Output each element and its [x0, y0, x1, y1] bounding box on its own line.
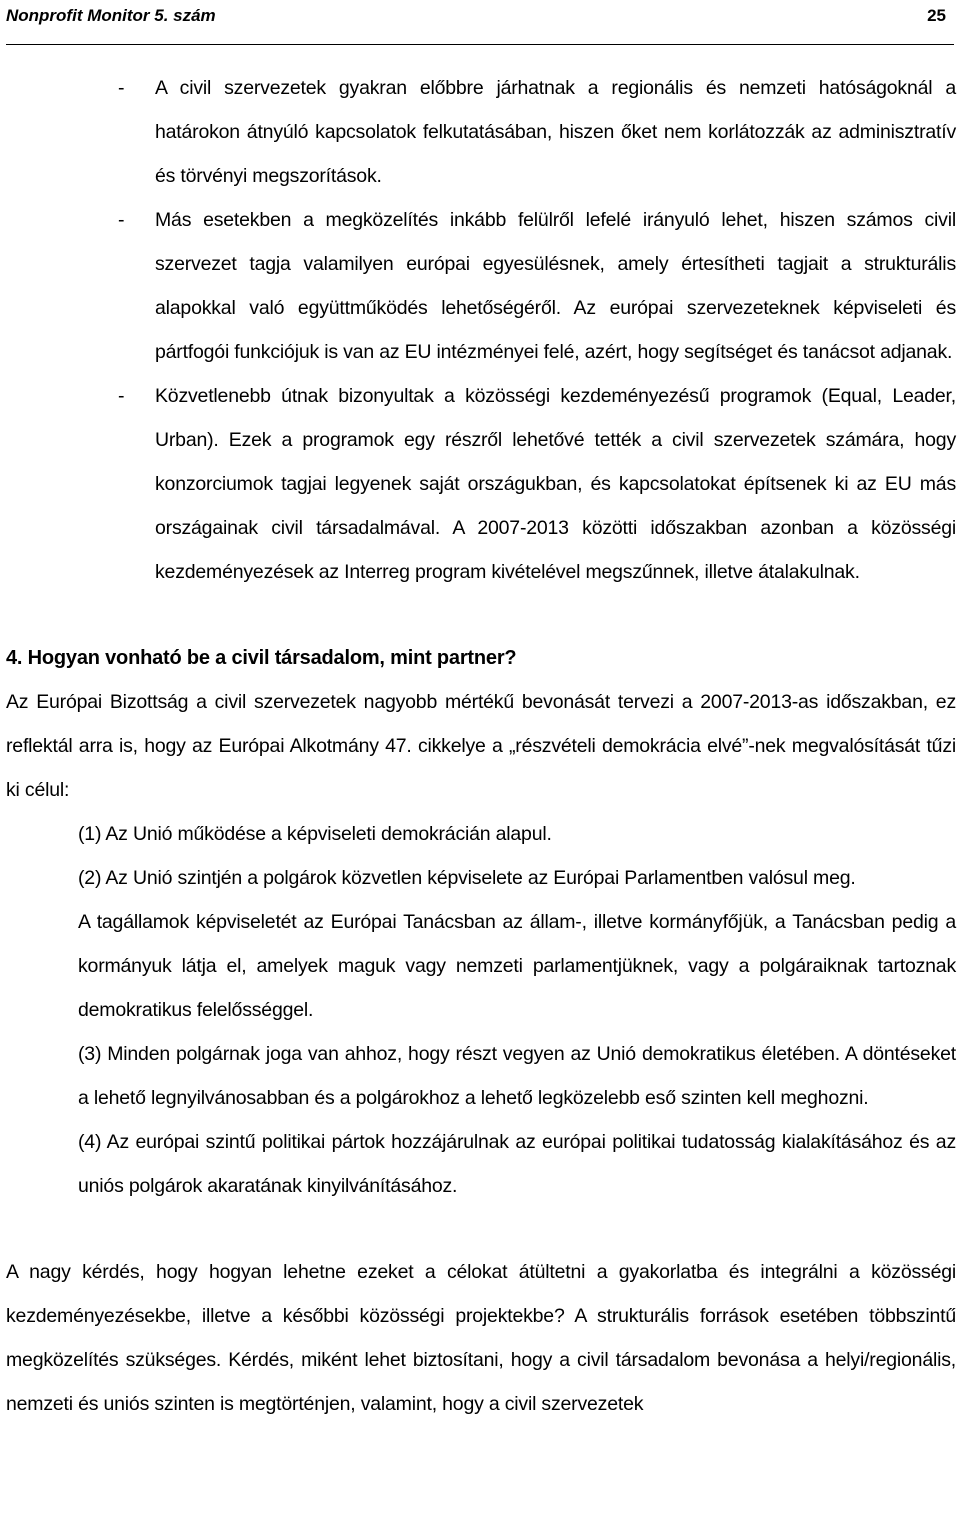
- bullet-dash: -: [118, 385, 125, 407]
- closing-paragraph: A nagy kérdés, hogy hogyan lehetne ezeket a célokat átültetni a gyakorlatba és integrálni a közösségi kezdeményezésekbe, illetve a későbbi közösségi projektekbe? A strukturális források esetében többszintű megközelítés szükséges. Kérdés, miként lehet biztosítani, hogy a civil társadalom bevonása a helyi/regionális, nemzeti és uniós szinten is megtörténjen, valamint, hogy a civil szervezetek: [6, 1261, 956, 1415]
- bullet-item: [6, 374, 956, 594]
- bullet-dash: -: [118, 77, 125, 99]
- running-title: Nonprofit Monitor 5. szám: [6, 6, 216, 25]
- numbered-point-1: (1) Az Unió működése a képviseleti demokrácián alapul.: [78, 823, 552, 845]
- numbered-point-4: (4) Az európai szintű politikai pártok hozzájárulnak az európai politikai tudatosság kialakításához és az uniós polgárok akaratának kinyilvánításához.: [78, 1131, 956, 1197]
- numbered-point-3: (3) Minden polgárnak joga van ahhoz, hogy részt vegyen az Unió demokratikus életében. A döntéseket a lehető legnyilvánosabban és a polgárokhoz a lehető legközelebb eső szinten kell meghozni.: [78, 1043, 956, 1109]
- bullet-dash: -: [118, 209, 125, 231]
- page-header: [6, 0, 954, 45]
- numbered-point-2: (2) Az Unió szintjén a polgárok közvetlen képviselete az Európai Parlamentben valósul meg.: [78, 867, 856, 889]
- bullet-item: [6, 66, 956, 198]
- bullet-text: Más esetekben a megközelítés inkább felülről lefelé irányuló lehet, hiszen számos civil szervezet tagja valamilyen európai egyesülésnek, amely értesítheti tagjait a strukturális alapokkal való együttműködés lehetőségéről. Az európai szervezeteknek képviseleti és pártfogói funkciójuk is van az EU intézményei felé, azért, hogy segítséget és tanácsot adjanak.: [155, 209, 956, 363]
- section-heading: 4. Hogyan vonható be a civil társadalom, mint partner?: [6, 647, 517, 669]
- page-body: [6, 66, 956, 1426]
- section-intro: Az Európai Bizottság a civil szervezetek nagyobb mértékű bevonását tervezi a 2007-2013-as időszakban, ez reflektál arra is, hogy az Európai Alkotmány 47. cikkelye a „részvételi demokrácia elvé”-nek megvalósítását tűzi ki célul:: [6, 691, 956, 801]
- numbered-point-2-continuation: A tagállamok képviseletét az Európai Tanácsban az állam-, illetve kormányfőjük, a Tanácsban pedig a kormányuk látja el, amelyek maguk vagy nemzeti parlamentjüknek, vagy a polgáraiknak tartoznak demokratikus felelősséggel.: [78, 911, 956, 1021]
- bullet-item: [6, 198, 956, 374]
- bullet-text: A civil szervezetek gyakran előbbre járhatnak a regionális és nemzeti hatóságoknál a határokon átnyúló kapcsolatok felkutatásában, hiszen őket nem korlátozzák az adminisztratív és törvényi megszorítások.: [155, 77, 956, 187]
- bullet-text: Közvetlenebb útnak bizonyultak a közösségi kezdeményezésű programok (Equal, Leader, Urban). Ezek a programok egy részről lehetővé tették a civil szervezetek számára, hogy konzorciumok tagjai legyenek saját országukban, és kapcsolatokat építsenek ki az EU más országainak civil társadalmával. A 2007-2013 közötti időszakban azonban a közösségi kezdeményezések az Interreg program kivételével megszűnnek, illetve átalakulnak.: [155, 385, 956, 583]
- page-number: 25: [927, 6, 946, 25]
